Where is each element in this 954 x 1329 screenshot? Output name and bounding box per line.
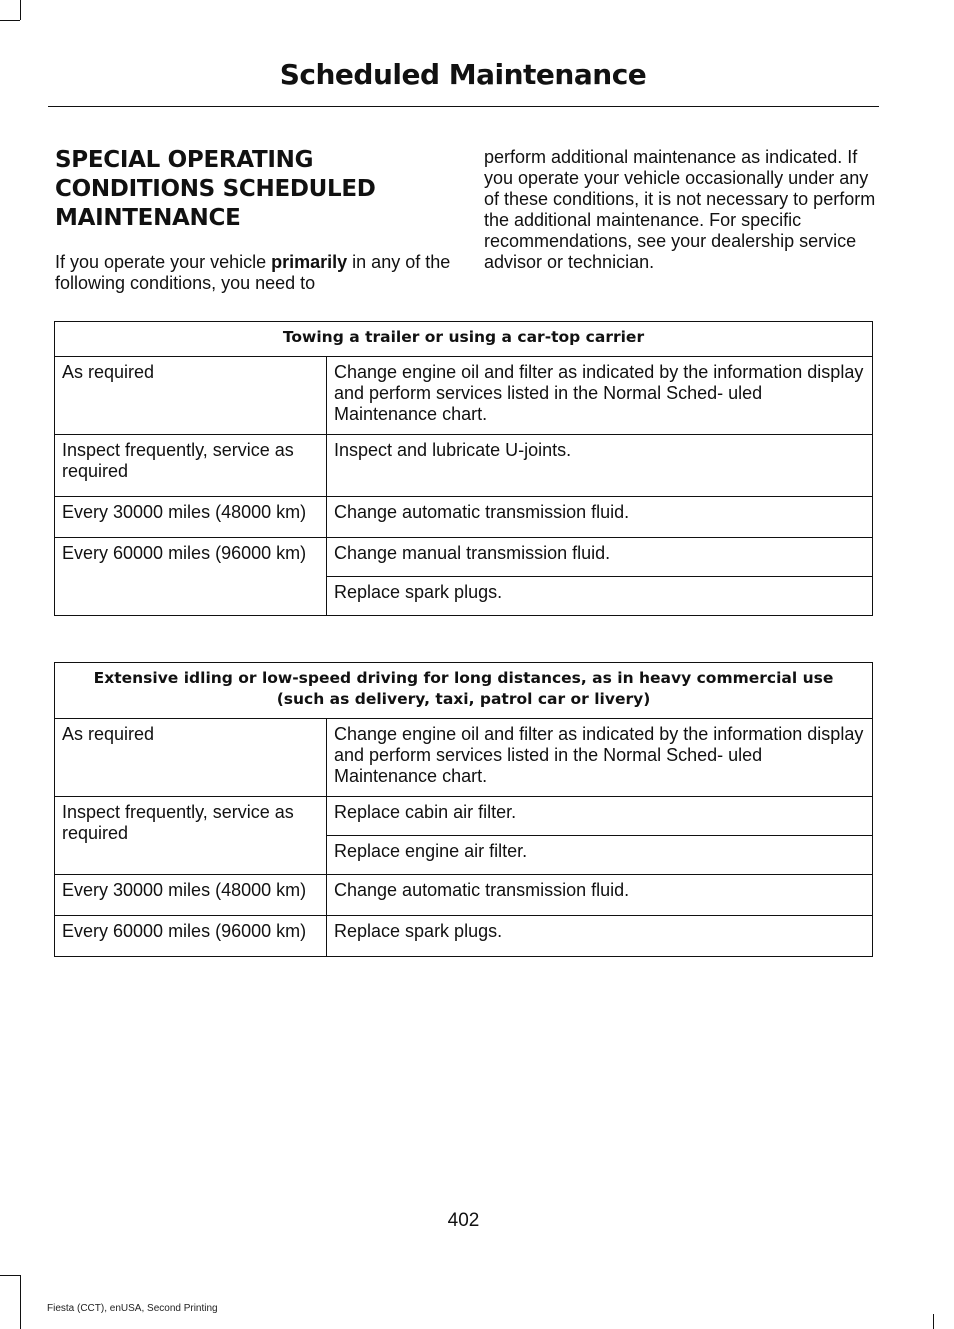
action-cell: Inspect and lubricate U-joints.	[327, 435, 873, 497]
crop-mark	[0, 1275, 20, 1276]
table-row	[55, 435, 873, 497]
action-cell: Change engine oil and filter as indicated by the information display and perform services listed in the Normal Sched- uled Maintenance chart.	[327, 719, 873, 797]
intro-text-start: If you operate your vehicle	[55, 252, 272, 272]
table-caption: Extensive idling or low-speed driving for long distances, as in heavy commercial use (such as delivery, taxi, patrol car or livery)	[55, 663, 873, 719]
crop-mark	[0, 20, 20, 21]
action-cell: Replace spark plugs.	[327, 577, 873, 616]
table-row	[55, 875, 873, 916]
crop-mark	[20, 1275, 21, 1329]
table-header-row	[55, 322, 873, 357]
interval-cell: Every 60000 miles (96000 km)	[55, 916, 327, 957]
crop-mark	[20, 0, 21, 20]
maintenance-table-idling	[54, 662, 873, 957]
interval-cell: Inspect frequently, service as required	[55, 435, 327, 497]
action-cell: Change manual transmission fluid.	[327, 538, 873, 577]
edition-footer: Fiesta (CCT), enUSA, Second Printing	[47, 1303, 218, 1314]
interval-cell: Every 30000 miles (48000 km)	[55, 497, 327, 538]
action-cell: Replace cabin air filter.	[327, 797, 873, 836]
interval-cell: Inspect frequently, service as required	[55, 797, 327, 875]
table-row	[55, 538, 873, 577]
intro-paragraph-continued: perform additional maintenance as indicated. If you operate your vehicle occasionally under any of these conditions, it is not necessary to perform the additional maintenance. For specific recommendations, see your dealership service advisor or technician.	[484, 147, 876, 272]
action-cell: Replace spark plugs.	[327, 916, 873, 957]
table-row	[55, 719, 873, 797]
table-caption: Towing a trailer or using a car-top carrier	[55, 322, 873, 357]
table-row	[55, 916, 873, 957]
interval-cell: As required	[55, 357, 327, 435]
action-cell: Change automatic transmission fluid.	[327, 875, 873, 916]
crop-mark	[933, 1314, 934, 1329]
intro-emphasis: primarily	[271, 252, 348, 272]
action-cell: Change automatic transmission fluid.	[327, 497, 873, 538]
table-row	[55, 797, 873, 836]
table-row	[55, 497, 873, 538]
page-number: 402	[447, 1210, 480, 1231]
action-cell: Replace engine air filter.	[327, 836, 873, 875]
maintenance-table-towing	[54, 321, 873, 616]
table-row	[55, 357, 873, 435]
interval-cell: As required	[55, 719, 327, 797]
title-divider	[48, 106, 879, 107]
page-title: Scheduled Maintenance	[279, 58, 647, 91]
table-header-row	[55, 663, 873, 719]
interval-cell: Every 30000 miles (48000 km)	[55, 875, 327, 916]
interval-cell: Every 60000 miles (96000 km)	[55, 538, 327, 616]
section-heading: SPECIAL OPERATING CONDITIONS SCHEDULED MAINTENANCE	[55, 147, 376, 231]
action-cell: Change engine oil and filter as indicated by the information display and perform services listed in the Normal Sched- uled Maintenance chart.	[327, 357, 873, 435]
intro-paragraph	[55, 252, 455, 294]
intro-text-end: in any of the following conditions, you need to	[55, 252, 451, 293]
